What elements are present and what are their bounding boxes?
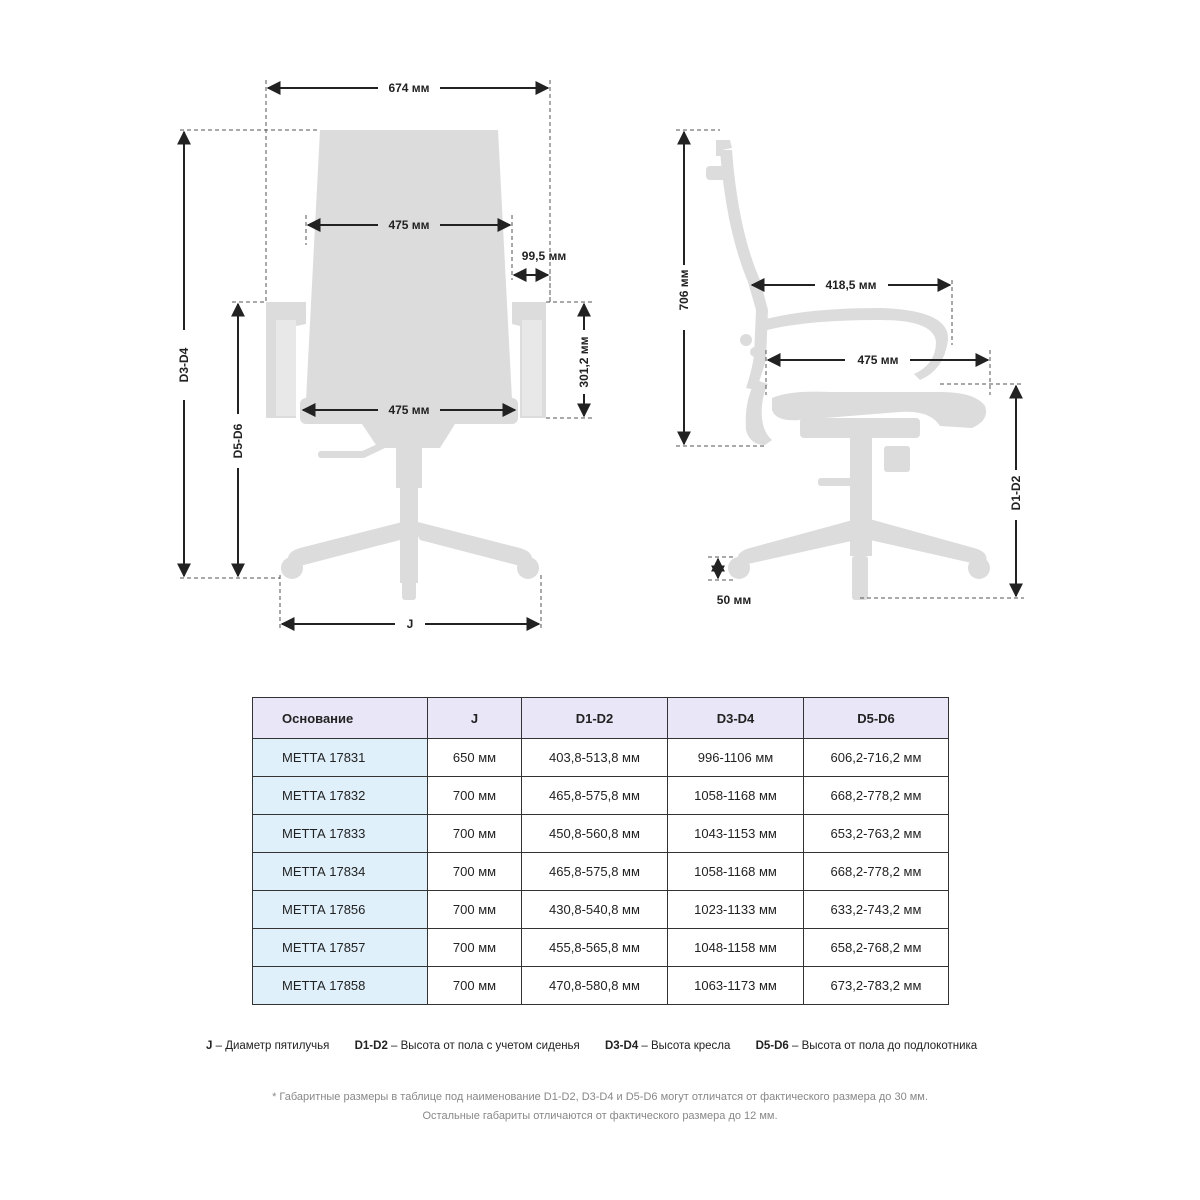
table-cell: 700 мм bbox=[428, 853, 522, 891]
legend-key: D5-D6 bbox=[755, 1040, 789, 1052]
front-base-diameter-label: J bbox=[406, 617, 414, 631]
side-backrest-height-label: 706 мм bbox=[677, 269, 691, 311]
side-view-chair bbox=[706, 140, 990, 600]
side-caster-size-label: 50 мм bbox=[716, 593, 752, 607]
legend-item bbox=[605, 1040, 730, 1052]
table-cell: 1063-1173 мм bbox=[668, 967, 804, 1005]
footnote bbox=[0, 1088, 1200, 1126]
legend-item bbox=[355, 1040, 580, 1052]
table-header-cell: D5-D6 bbox=[804, 698, 949, 739]
table-cell: 430,8-540,8 мм bbox=[522, 891, 668, 929]
front-width-total-label: 674 мм bbox=[388, 81, 430, 95]
legend-text: – Высота кресла bbox=[638, 1040, 731, 1052]
front-seat-width-label: 475 мм bbox=[388, 403, 430, 417]
table-cell: 1058-1168 мм bbox=[668, 853, 804, 891]
front-backrest-width-label: 475 мм bbox=[388, 218, 430, 232]
table-cell: 668,2-778,2 мм bbox=[804, 777, 949, 815]
table-header-cell: D1-D2 bbox=[522, 698, 668, 739]
table-cell: 668,2-778,2 мм bbox=[804, 853, 949, 891]
table-cell: 653,2-763,2 мм bbox=[804, 815, 949, 853]
front-armrest-offset-label: 99,5 мм bbox=[521, 249, 567, 263]
table-cell: 1058-1168 мм bbox=[668, 777, 804, 815]
legend-text: – Высота от пола до подлокотника bbox=[788, 1040, 978, 1052]
table-cell: МЕТТА 17833 bbox=[253, 815, 428, 853]
table-cell: 1023-1133 мм bbox=[668, 891, 804, 929]
front-view-chair bbox=[266, 130, 546, 600]
footnote-line-1: * Габаритные размеры в таблице под наименование D1-D2, D3-D4 и D5-D6 могут отличатся от фактического размера до 30 мм. bbox=[272, 1091, 928, 1103]
table-cell: 1048-1158 мм bbox=[668, 929, 804, 967]
table-row bbox=[253, 967, 949, 1005]
legend-text: – Диаметр пятилучья bbox=[212, 1040, 330, 1052]
legend-key: D1-D2 bbox=[354, 1040, 388, 1052]
side-armrest-depth-label: 418,5 мм bbox=[825, 278, 877, 292]
table-cell: 403,8-513,8 мм bbox=[522, 739, 668, 777]
table-header-cell: Основание bbox=[253, 698, 428, 739]
legend-item bbox=[756, 1040, 978, 1052]
footnote-line-2: Остальные габариты отличаются от фактического размера до 12 мм. bbox=[422, 1110, 778, 1122]
table-cell: МЕТТА 17856 bbox=[253, 891, 428, 929]
side-seat-depth-label: 475 мм bbox=[857, 353, 899, 367]
table-cell: МЕТТА 17857 bbox=[253, 929, 428, 967]
front-armrest-height-label: 301,2 мм bbox=[577, 336, 591, 388]
table-row bbox=[253, 777, 949, 815]
legend-text: – Высота от пола с учетом сиденья bbox=[387, 1040, 580, 1052]
side-seat-floor-label: D1-D2 bbox=[1009, 475, 1023, 511]
table-row bbox=[253, 739, 949, 777]
legend-key: D3-D4 bbox=[604, 1040, 639, 1052]
table-cell: МЕТТА 17834 bbox=[253, 853, 428, 891]
legend bbox=[206, 1040, 1026, 1052]
table-row bbox=[253, 853, 949, 891]
table-cell: 455,8-565,8 мм bbox=[522, 929, 668, 967]
legend-key: J bbox=[206, 1040, 213, 1052]
table-header-row bbox=[253, 698, 949, 739]
table-cell: 650 мм bbox=[428, 739, 522, 777]
legend-item bbox=[206, 1040, 329, 1052]
table-header-cell: D3-D4 bbox=[668, 698, 804, 739]
table-cell: 700 мм bbox=[428, 777, 522, 815]
table-cell: 470,8-580,8 мм bbox=[522, 967, 668, 1005]
table-cell: 465,8-575,8 мм bbox=[522, 853, 668, 891]
front-height-total-label: D3-D4 bbox=[177, 347, 191, 383]
table-cell: 658,2-768,2 мм bbox=[804, 929, 949, 967]
table-row bbox=[253, 815, 949, 853]
table-cell: 606,2-716,2 мм bbox=[804, 739, 949, 777]
table-cell: 996-1106 мм bbox=[668, 739, 804, 777]
table-header-cell: J bbox=[428, 698, 522, 739]
table-cell: МЕТТА 17858 bbox=[253, 967, 428, 1005]
spec-table bbox=[252, 697, 949, 1005]
table-cell: 700 мм bbox=[428, 891, 522, 929]
table-cell: 673,2-783,2 мм bbox=[804, 967, 949, 1005]
table-cell: 450,8-560,8 мм bbox=[522, 815, 668, 853]
table-cell: МЕТТА 17831 bbox=[253, 739, 428, 777]
table-row bbox=[253, 891, 949, 929]
table-cell: 700 мм bbox=[428, 967, 522, 1005]
table-cell: 700 мм bbox=[428, 815, 522, 853]
table-cell: 1043-1153 мм bbox=[668, 815, 804, 853]
table-cell: 465,8-575,8 мм bbox=[522, 777, 668, 815]
table-row bbox=[253, 929, 949, 967]
front-armrest-floor-label: D5-D6 bbox=[231, 423, 245, 459]
table-cell: МЕТТА 17832 bbox=[253, 777, 428, 815]
table-cell: 700 мм bbox=[428, 929, 522, 967]
table-cell: 633,2-743,2 мм bbox=[804, 891, 949, 929]
